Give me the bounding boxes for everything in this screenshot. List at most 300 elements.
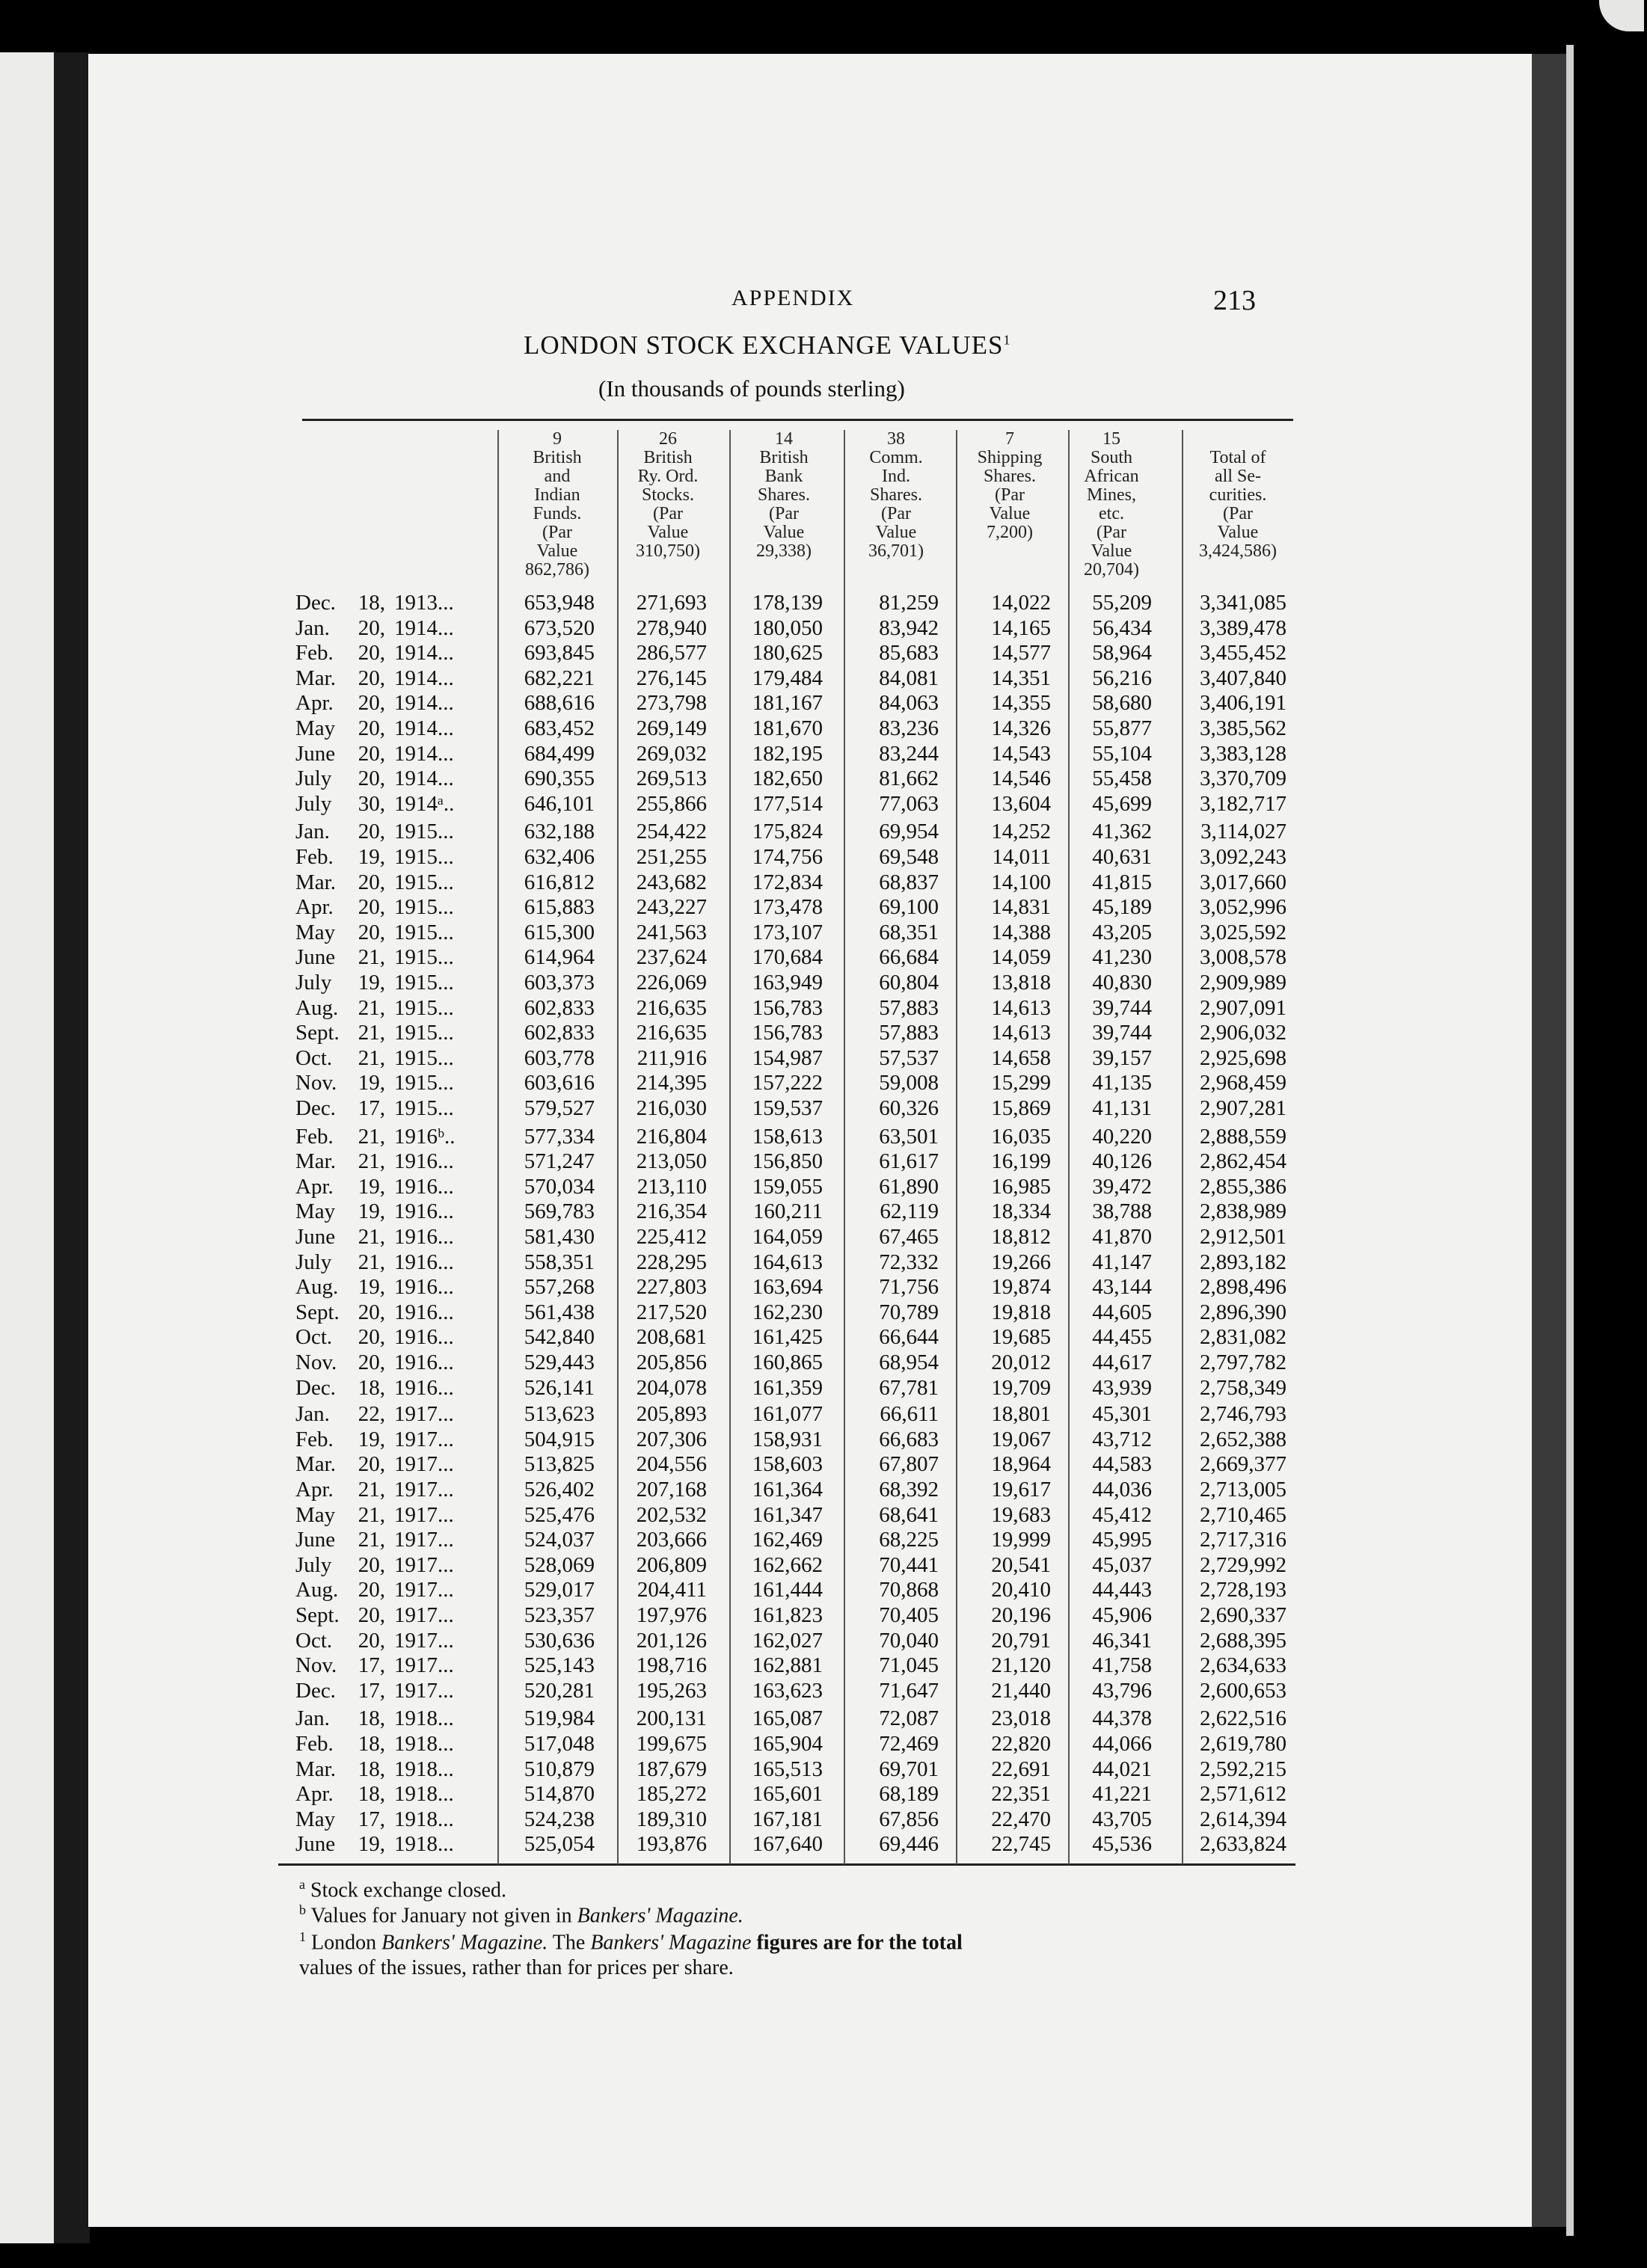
table-cell: 519,984 xyxy=(524,1706,595,1731)
table-cell: 216,635 xyxy=(636,995,707,1020)
table-cell: 180,050 xyxy=(752,615,823,640)
column-header-line: 20,704) xyxy=(1084,560,1139,580)
column-header-line: Shipping xyxy=(977,448,1043,467)
row-year: 1916... xyxy=(394,1350,454,1374)
table-cell: 70,040 xyxy=(879,1628,939,1653)
table-cell: 14,165 xyxy=(991,615,1051,640)
table-cell: 2,592,215 xyxy=(1200,1757,1286,1781)
table-cell: 45,037 xyxy=(1092,1552,1152,1577)
table-cell: 19,709 xyxy=(991,1375,1051,1400)
table-cell: 216,804 xyxy=(636,1124,707,1149)
table-cell: 577,334 xyxy=(524,1124,595,1149)
column-header-line: British xyxy=(759,448,809,467)
row-date xyxy=(295,666,501,691)
page-gutter xyxy=(54,52,90,2243)
table-cell: 213,050 xyxy=(636,1149,707,1174)
table-cell: 85,683 xyxy=(879,641,939,666)
footnote-b-text: Values for January not given in xyxy=(310,1904,577,1928)
table-cell: 13,604 xyxy=(991,791,1051,816)
column-header-line: Value xyxy=(763,523,805,542)
row-day: 20, xyxy=(358,1552,385,1577)
table-cell: 2,906,032 xyxy=(1200,1021,1286,1045)
table-cell: 3,385,562 xyxy=(1200,716,1286,740)
table-cell: 55,458 xyxy=(1092,766,1152,791)
row-month: July xyxy=(295,791,332,816)
table-cell: 156,783 xyxy=(752,1021,823,1045)
table-cell: 517,048 xyxy=(524,1732,595,1756)
table-cell: 39,472 xyxy=(1092,1174,1152,1199)
table-cell: 69,548 xyxy=(879,845,939,869)
table-cell: 193,876 xyxy=(636,1832,707,1857)
table-cell: 67,856 xyxy=(879,1807,939,1831)
row-day: 20, xyxy=(358,820,385,844)
row-date xyxy=(295,820,501,844)
row-day: 20, xyxy=(358,716,385,740)
row-month: June xyxy=(295,1225,336,1249)
column-header-line: South xyxy=(1090,448,1132,467)
table-cell: 195,263 xyxy=(636,1678,707,1703)
row-year: 1915... xyxy=(394,845,454,869)
row-year: 1915... xyxy=(394,820,454,844)
column-header-line: 7,200) xyxy=(987,523,1033,542)
row-date xyxy=(295,1578,501,1602)
row-month: Feb. xyxy=(295,641,334,666)
table-cell: 156,783 xyxy=(752,995,823,1020)
table-cell: 570,034 xyxy=(524,1174,595,1199)
table-cell: 632,406 xyxy=(524,845,595,869)
table-cell: 2,746,793 xyxy=(1200,1402,1286,1427)
table-cell: 673,520 xyxy=(524,615,595,640)
table-cell: 2,710,465 xyxy=(1200,1502,1286,1527)
row-date xyxy=(295,641,501,666)
table-cell: 615,300 xyxy=(524,920,595,944)
table-cell: 2,634,633 xyxy=(1200,1653,1286,1678)
row-day: 20, xyxy=(358,666,385,690)
table-cell: 55,209 xyxy=(1092,591,1152,615)
footnote-b-source: Bankers' Magazine. xyxy=(577,1904,743,1928)
column-header-count: 26 xyxy=(659,429,677,449)
table-cell: 16,199 xyxy=(991,1149,1051,1174)
table-cell: 84,081 xyxy=(879,666,939,690)
table-cell: 45,301 xyxy=(1092,1402,1152,1427)
row-day: 20, xyxy=(358,766,385,791)
row-month: June xyxy=(295,741,336,766)
table-cell: 41,230 xyxy=(1092,945,1152,970)
row-date xyxy=(295,1175,501,1199)
row-date xyxy=(295,1096,501,1121)
table-cell: 165,904 xyxy=(752,1732,823,1756)
table-cell: 43,939 xyxy=(1092,1375,1152,1400)
table-cell: 21,440 xyxy=(991,1678,1051,1703)
table-cell: 182,650 xyxy=(752,766,823,791)
table-cell: 71,756 xyxy=(879,1275,939,1300)
table-cell: 243,227 xyxy=(636,895,707,920)
table-cell: 269,032 xyxy=(636,741,707,766)
table-cell: 45,536 xyxy=(1092,1832,1152,1857)
row-year: 1913... xyxy=(394,591,454,615)
table-cell: 77,063 xyxy=(879,791,939,816)
row-date xyxy=(295,691,501,716)
table-cell: 3,017,660 xyxy=(1200,870,1286,894)
row-year: 1916... xyxy=(394,1300,454,1324)
row-month: Oct. xyxy=(295,1045,333,1070)
table-cell: 2,614,394 xyxy=(1200,1807,1286,1831)
row-month: Feb. xyxy=(295,1124,334,1149)
table-cell: 3,008,578 xyxy=(1200,945,1286,970)
row-date xyxy=(295,996,501,1021)
table-cell: 273,798 xyxy=(636,691,707,716)
table-cell: 22,470 xyxy=(991,1807,1051,1831)
row-date xyxy=(295,1452,501,1477)
table-cell: 55,104 xyxy=(1092,741,1152,766)
row-date xyxy=(295,1300,501,1325)
table-cell: 18,812 xyxy=(991,1225,1051,1249)
table-cell: 161,347 xyxy=(752,1502,823,1527)
table-cell: 557,268 xyxy=(524,1275,595,1300)
table-cell: 22,351 xyxy=(991,1782,1051,1807)
table-cell: 632,188 xyxy=(524,820,595,844)
table-cell: 40,220 xyxy=(1092,1124,1152,1149)
row-date xyxy=(295,1807,501,1832)
table-cell: 529,443 xyxy=(524,1350,595,1374)
table-cell: 241,563 xyxy=(636,920,707,944)
row-day: 21, xyxy=(358,1149,385,1174)
row-day: 18, xyxy=(358,1706,385,1731)
row-date xyxy=(295,591,501,615)
row-year: 1914... xyxy=(394,691,454,716)
table-cell: 646,101 xyxy=(524,791,595,816)
row-day: 20, xyxy=(358,1300,385,1324)
table-cell: 20,012 xyxy=(991,1350,1051,1374)
row-day: 21, xyxy=(358,945,385,970)
table-cell: 182,195 xyxy=(752,741,823,766)
row-year: 1918... xyxy=(394,1706,454,1731)
table-cell: 602,833 xyxy=(524,995,595,1020)
table-cell: 525,476 xyxy=(524,1502,595,1527)
row-month: Mar. xyxy=(295,870,336,894)
table-cell: 170,684 xyxy=(752,945,823,970)
table-cell: 68,641 xyxy=(879,1502,939,1527)
table-cell: 69,954 xyxy=(879,820,939,844)
row-year: 1916... xyxy=(394,1325,454,1350)
table-cell: 205,856 xyxy=(636,1350,707,1374)
row-year: 1917... xyxy=(394,1603,454,1627)
table-cell: 69,701 xyxy=(879,1757,939,1781)
table-cell: 15,299 xyxy=(991,1071,1051,1095)
table-cell: 3,389,478 xyxy=(1200,615,1286,640)
column-header-line: 36,701) xyxy=(868,541,924,561)
table-cell: 158,931 xyxy=(752,1427,823,1451)
table-cell: 41,362 xyxy=(1092,820,1152,844)
table-cell: 70,405 xyxy=(879,1603,939,1627)
table-cell: 14,388 xyxy=(991,920,1051,944)
row-date xyxy=(295,616,501,641)
row-day: 19, xyxy=(358,1427,385,1451)
table-cell: 603,778 xyxy=(524,1045,595,1070)
table-cell: 46,341 xyxy=(1092,1628,1152,1653)
row-day: 20, xyxy=(358,1628,385,1653)
table-cell: 44,617 xyxy=(1092,1350,1152,1374)
table-cell: 18,334 xyxy=(991,1199,1051,1224)
column-header-line: Total of xyxy=(1209,448,1266,467)
table-cell: 204,078 xyxy=(636,1375,707,1400)
row-day: 21, xyxy=(358,1502,385,1527)
table-cell: 3,383,128 xyxy=(1200,741,1286,766)
table-cell: 3,341,085 xyxy=(1200,591,1286,615)
row-month: Mar. xyxy=(295,1757,336,1781)
left-page-edge xyxy=(0,52,54,2243)
table-cell: 2,896,390 xyxy=(1200,1300,1286,1324)
row-day: 20, xyxy=(358,1578,385,1602)
row-day: 17, xyxy=(358,1678,385,1703)
book-spine xyxy=(1532,54,1566,2227)
table-cell: 163,694 xyxy=(752,1275,823,1300)
table-cell: 13,818 xyxy=(991,971,1051,995)
table-cell: 14,011 xyxy=(992,845,1051,869)
table-cell: 163,623 xyxy=(752,1678,823,1703)
table-cell: 653,948 xyxy=(524,591,595,615)
row-date xyxy=(295,1125,501,1149)
row-month: Feb. xyxy=(295,1732,334,1756)
row-year: 1915... xyxy=(394,1021,454,1045)
footnote-a-mark: a xyxy=(299,1877,305,1892)
row-year: 1916... xyxy=(394,1199,454,1224)
table-cell: 225,412 xyxy=(636,1225,707,1249)
column-header-line: Ind. xyxy=(882,467,910,486)
table-cell: 286,577 xyxy=(636,641,707,666)
table-cell: 581,430 xyxy=(524,1225,595,1249)
table-cell: 271,693 xyxy=(636,591,707,615)
row-date xyxy=(295,1832,501,1857)
row-day: 19, xyxy=(358,1071,385,1095)
table-cell: 569,783 xyxy=(524,1199,595,1224)
column-header-line: 3,424,586) xyxy=(1199,541,1277,561)
row-date xyxy=(295,1149,501,1174)
table-cell: 70,441 xyxy=(879,1552,939,1577)
table-cell: 571,247 xyxy=(524,1149,595,1174)
table-cell: 159,055 xyxy=(752,1174,823,1199)
table-cell: 2,728,193 xyxy=(1200,1578,1286,1602)
table-cell: 529,017 xyxy=(524,1578,595,1602)
table-cell: 61,890 xyxy=(879,1174,939,1199)
table-cell: 44,455 xyxy=(1092,1325,1152,1350)
table-cell: 57,883 xyxy=(879,1021,939,1045)
row-day: 19, xyxy=(358,1174,385,1199)
table-cell: 14,658 xyxy=(991,1045,1051,1070)
footnote-b-mark: b xyxy=(299,1902,306,1917)
row-day: 21, xyxy=(358,1528,385,1552)
table-cell: 41,135 xyxy=(1092,1071,1152,1095)
table-cell: 524,238 xyxy=(524,1807,595,1831)
row-day: 20, xyxy=(358,920,385,944)
row-year: 1918... xyxy=(394,1832,454,1857)
footnote-b xyxy=(299,1902,743,1928)
table-cell: 520,281 xyxy=(524,1678,595,1703)
row-month: June xyxy=(295,945,336,970)
table-cell: 175,824 xyxy=(752,820,823,844)
column-header xyxy=(1182,430,1294,561)
row-date xyxy=(295,1071,501,1095)
table-cell: 45,412 xyxy=(1092,1502,1152,1527)
table-cell: 41,870 xyxy=(1092,1225,1152,1249)
row-year: 1914... xyxy=(394,741,454,766)
table-cell: 19,266 xyxy=(991,1250,1051,1274)
row-month: July xyxy=(295,1552,332,1577)
row-date xyxy=(295,1553,501,1578)
table-cell: 216,635 xyxy=(636,1021,707,1045)
column-header-line: (Par xyxy=(995,485,1025,505)
table-cell: 2,925,698 xyxy=(1200,1045,1286,1070)
table-cell: 199,675 xyxy=(636,1732,707,1756)
table-cell: 44,066 xyxy=(1092,1732,1152,1756)
table-cell: 603,373 xyxy=(524,971,595,995)
table-cell: 68,837 xyxy=(879,870,939,894)
table-cell: 41,221 xyxy=(1092,1782,1152,1807)
column-header-line: (Par xyxy=(769,504,799,523)
row-year: 1917... xyxy=(394,1578,454,1602)
column-header-line: Bank xyxy=(764,467,803,486)
table-cell: 163,949 xyxy=(752,971,823,995)
column-header-line: and xyxy=(544,467,571,486)
row-month: Apr. xyxy=(295,1478,334,1502)
table-cell: 2,652,388 xyxy=(1200,1427,1286,1451)
table-cell: 19,617 xyxy=(991,1478,1051,1502)
row-date xyxy=(295,1503,501,1528)
table-cell: 513,623 xyxy=(524,1402,595,1427)
table-cell: 71,045 xyxy=(879,1653,939,1678)
column-header xyxy=(851,430,941,561)
table-cell: 38,788 xyxy=(1092,1199,1152,1224)
row-date xyxy=(295,716,501,741)
table-cell: 43,705 xyxy=(1092,1807,1152,1831)
row-year: 1917... xyxy=(394,1678,454,1703)
row-month: Feb. xyxy=(295,1427,334,1451)
row-year: 1915... xyxy=(394,945,454,970)
row-year: 1918... xyxy=(394,1782,454,1807)
table-cell: 44,021 xyxy=(1092,1757,1152,1781)
table-cell: 56,434 xyxy=(1092,615,1152,640)
row-year: 1917... xyxy=(394,1478,454,1502)
table-cell: 2,888,559 xyxy=(1200,1124,1286,1149)
row-month: Nov. xyxy=(295,1653,337,1678)
row-month: Mar. xyxy=(295,1452,336,1477)
row-year: 1915... xyxy=(394,995,454,1020)
row-date xyxy=(295,766,501,791)
table-cell: 525,143 xyxy=(524,1653,595,1678)
column-header xyxy=(616,430,720,561)
table-cell: 254,422 xyxy=(636,820,707,844)
table-cell: 2,855,386 xyxy=(1200,1174,1286,1199)
table-cell: 178,139 xyxy=(752,591,823,615)
row-day: 21, xyxy=(358,1478,385,1502)
row-day: 18, xyxy=(358,1757,385,1781)
row-date xyxy=(295,1732,501,1757)
table-cell: 172,834 xyxy=(752,870,823,894)
column-header-line: African xyxy=(1084,467,1139,486)
table-cell: 19,874 xyxy=(991,1275,1051,1300)
table-cell: 228,295 xyxy=(636,1250,707,1274)
row-year: 1917... xyxy=(394,1528,454,1552)
table-cell: 41,815 xyxy=(1092,870,1152,894)
table-cell: 69,100 xyxy=(879,895,939,920)
table-cell: 3,114,027 xyxy=(1200,820,1286,844)
row-month: Jan. xyxy=(295,1402,330,1427)
row-year: 1916... xyxy=(394,1174,454,1199)
table-cell: 66,611 xyxy=(880,1402,939,1427)
table-cell: 67,465 xyxy=(879,1225,939,1249)
row-day: 19, xyxy=(358,1199,385,1224)
table-cell: 57,537 xyxy=(879,1045,939,1070)
running-header: APPENDIX xyxy=(732,286,855,310)
table-cell: 44,583 xyxy=(1092,1452,1152,1477)
table-cell: 162,881 xyxy=(752,1653,823,1678)
table-cell: 22,691 xyxy=(991,1757,1051,1781)
table-cell: 165,601 xyxy=(752,1782,823,1807)
column-header xyxy=(1067,430,1156,580)
table-cell: 227,803 xyxy=(636,1275,707,1300)
table-cell: 71,647 xyxy=(879,1678,939,1703)
row-year: 1916ᵇ.. xyxy=(394,1124,456,1149)
table-cell: 187,679 xyxy=(636,1757,707,1781)
row-date xyxy=(295,1782,501,1807)
row-date xyxy=(295,1528,501,1552)
column-header-line: Shares. xyxy=(984,467,1036,486)
column-header-line: Funds. xyxy=(533,504,582,523)
row-year: 1916... xyxy=(394,1225,454,1249)
row-year: 1917... xyxy=(394,1653,454,1678)
row-month: July xyxy=(295,766,332,791)
table-cell: 690,355 xyxy=(524,766,595,791)
row-day: 18, xyxy=(358,1375,385,1400)
table-cell: 526,141 xyxy=(524,1375,595,1400)
row-date xyxy=(295,1225,501,1250)
table-cell: 160,211 xyxy=(752,1199,823,1224)
table-cell: 614,964 xyxy=(524,945,595,970)
table-cell: 156,850 xyxy=(752,1149,823,1174)
row-month: Mar. xyxy=(295,1149,336,1174)
table-cell: 14,831 xyxy=(991,895,1051,920)
table-cell: 181,670 xyxy=(752,716,823,740)
table-cell: 2,713,005 xyxy=(1200,1478,1286,1502)
row-date xyxy=(295,1428,501,1452)
table-cell: 66,684 xyxy=(879,945,939,970)
column-header-count: 9 xyxy=(553,429,562,449)
footnote-1-source: Bankers' Magazine. xyxy=(381,1931,548,1955)
row-day: 20, xyxy=(358,1350,385,1374)
footnote-1-mark: 1 xyxy=(299,1929,306,1944)
table-cell: 203,666 xyxy=(636,1528,707,1552)
row-year: 1914... xyxy=(394,666,454,690)
table-cell: 43,205 xyxy=(1092,920,1152,944)
table-cell: 59,008 xyxy=(879,1071,939,1095)
row-month: Apr. xyxy=(295,1782,334,1807)
table-cell: 162,027 xyxy=(752,1628,823,1653)
row-month: Sept. xyxy=(295,1300,340,1324)
table-cell: 161,823 xyxy=(752,1603,823,1627)
row-month: May xyxy=(295,1807,336,1831)
row-day: 18, xyxy=(358,1782,385,1807)
table-cell: 81,662 xyxy=(879,766,939,791)
table-cell: 682,221 xyxy=(524,666,595,690)
table-cell: 173,107 xyxy=(752,920,823,944)
column-header xyxy=(509,430,606,580)
table-cell: 558,351 xyxy=(524,1250,595,1274)
column-header xyxy=(957,430,1062,542)
row-date xyxy=(295,1629,501,1653)
table-cell: 22,745 xyxy=(991,1832,1051,1857)
table-cell: 40,830 xyxy=(1092,971,1152,995)
row-day: 20, xyxy=(358,895,385,920)
